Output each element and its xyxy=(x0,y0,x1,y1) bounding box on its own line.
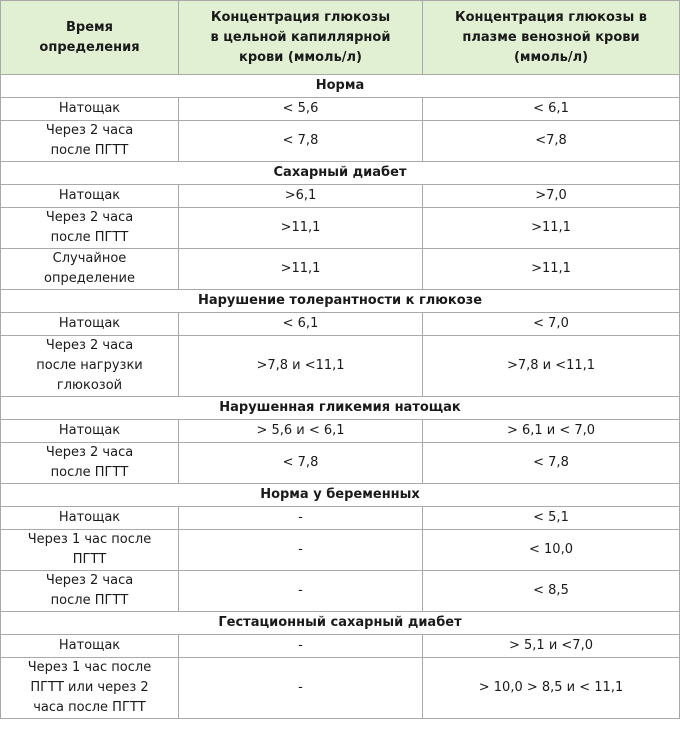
capillary-cell: >7,8 и <11,1 xyxy=(179,336,423,397)
venous-cell: > 10,0 > 8,5 и < 11,1 xyxy=(423,658,680,719)
time-cell: Через 2 часа после ПГТТ xyxy=(1,121,179,162)
table-row xyxy=(1,507,680,530)
capillary-cell: >11,1 xyxy=(179,249,423,290)
section-row xyxy=(1,290,680,313)
capillary-cell: >6,1 xyxy=(179,185,423,208)
time-cell: Натощак xyxy=(1,98,179,121)
time-cell: Через 2 часа после нагрузки глюкозой xyxy=(1,336,179,397)
section-title: Нарушенная гликемия натощак xyxy=(1,397,680,420)
time-cell: Натощак xyxy=(1,507,179,530)
capillary-cell: - xyxy=(179,530,423,571)
section-row xyxy=(1,612,680,635)
venous-cell: <7,8 xyxy=(423,121,680,162)
section-title: Норма xyxy=(1,75,680,98)
time-cell: Через 2 часа после ПГТТ xyxy=(1,571,179,612)
capillary-cell: > 5,6 и < 6,1 xyxy=(179,420,423,443)
time-cell: Натощак xyxy=(1,185,179,208)
time-cell: Натощак xyxy=(1,420,179,443)
table-row xyxy=(1,658,680,719)
table-row xyxy=(1,208,680,249)
time-cell: Через 1 час после ПГТТ или через 2 часа после ПГТТ xyxy=(1,658,179,719)
capillary-cell: - xyxy=(179,571,423,612)
section-row xyxy=(1,162,680,185)
time-cell: Натощак xyxy=(1,313,179,336)
capillary-cell: - xyxy=(179,635,423,658)
venous-cell: < 6,1 xyxy=(423,98,680,121)
table-row xyxy=(1,313,680,336)
venous-cell: > 6,1 и < 7,0 xyxy=(423,420,680,443)
header-time: Время определения xyxy=(1,1,179,75)
section-row xyxy=(1,397,680,420)
capillary-cell: - xyxy=(179,658,423,719)
venous-cell: >11,1 xyxy=(423,249,680,290)
time-cell: Через 2 часа после ПГТТ xyxy=(1,443,179,484)
section-title: Нарушение толерантности к глюкозе xyxy=(1,290,680,313)
time-cell: Через 2 часа после ПГТТ xyxy=(1,208,179,249)
header-capillary: Концентрация глюкозы в цельной капиллярной крови (ммоль/л) xyxy=(179,1,423,75)
capillary-cell: < 6,1 xyxy=(179,313,423,336)
time-cell: Натощак xyxy=(1,635,179,658)
table-row xyxy=(1,249,680,290)
section-title: Гестационный сахарный диабет xyxy=(1,612,680,635)
table-row xyxy=(1,121,680,162)
venous-cell: >7,8 и <11,1 xyxy=(423,336,680,397)
header-venous: Концентрация глюкозы в плазме венозной крови (ммоль/л) xyxy=(423,1,680,75)
header-row xyxy=(1,1,680,75)
table-row xyxy=(1,571,680,612)
venous-cell: >11,1 xyxy=(423,208,680,249)
table-row xyxy=(1,185,680,208)
capillary-cell: < 5,6 xyxy=(179,98,423,121)
capillary-cell: < 7,8 xyxy=(179,121,423,162)
venous-cell: < 10,0 xyxy=(423,530,680,571)
section-title: Сахарный диабет xyxy=(1,162,680,185)
table-row xyxy=(1,530,680,571)
venous-cell: > 5,1 и <7,0 xyxy=(423,635,680,658)
time-cell: Через 1 час после ПГТТ xyxy=(1,530,179,571)
capillary-cell: < 7,8 xyxy=(179,443,423,484)
table-row xyxy=(1,336,680,397)
venous-cell: < 7,8 xyxy=(423,443,680,484)
venous-cell: >7,0 xyxy=(423,185,680,208)
table-row xyxy=(1,98,680,121)
venous-cell: < 8,5 xyxy=(423,571,680,612)
section-row xyxy=(1,484,680,507)
capillary-cell: >11,1 xyxy=(179,208,423,249)
capillary-cell: - xyxy=(179,507,423,530)
section-title: Норма у беременных xyxy=(1,484,680,507)
table-row xyxy=(1,420,680,443)
time-cell: Случайное определение xyxy=(1,249,179,290)
venous-cell: < 5,1 xyxy=(423,507,680,530)
venous-cell: < 7,0 xyxy=(423,313,680,336)
section-row xyxy=(1,75,680,98)
table-row xyxy=(1,635,680,658)
table-row xyxy=(1,443,680,484)
